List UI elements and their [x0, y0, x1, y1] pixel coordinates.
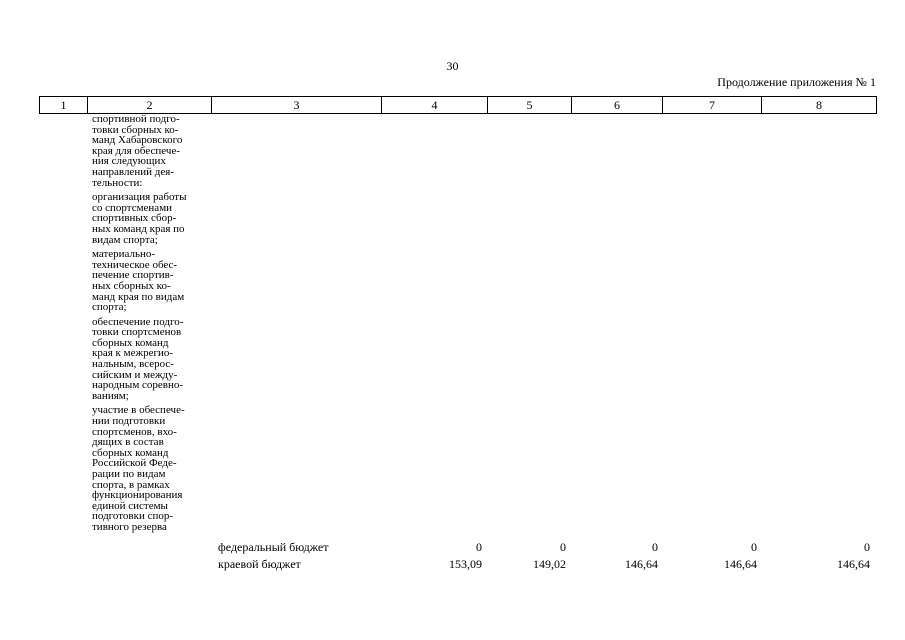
- description-line: видам спорта;: [92, 233, 158, 246]
- column-header-row: [39, 96, 877, 114]
- column-header-1: 1: [40, 97, 88, 114]
- description-line: Российской Феде-: [92, 457, 177, 470]
- description-line: сийским и между-: [92, 368, 178, 381]
- description-line: ных команд края по: [92, 222, 185, 235]
- description-line: товки сборных ко-: [92, 123, 179, 136]
- funding-value: 149,02: [533, 557, 566, 571]
- description-line: товки спортсменов: [92, 326, 182, 339]
- description-line: рации по видам: [92, 468, 166, 480]
- description-line: нии подготовки: [92, 415, 166, 428]
- description-line: сборных команд: [92, 446, 169, 459]
- description-line: спорта;: [92, 301, 127, 314]
- description-paragraph: [92, 405, 210, 532]
- description-paragraph: [92, 317, 210, 402]
- funding-value: 0: [864, 540, 870, 554]
- description-line: подготовки спор-: [92, 510, 174, 523]
- funding-row-regional: [0, 557, 905, 573]
- page-number: 30: [446, 59, 459, 73]
- description-line: направлений дея-: [92, 165, 174, 178]
- description-line: манд Хабаровского: [92, 134, 183, 147]
- funding-value: 0: [560, 540, 566, 554]
- description-line: спортсменов, вхо-: [92, 425, 177, 438]
- description-line: функционирования: [92, 489, 183, 502]
- description-line: со спортсменами: [92, 201, 173, 214]
- column-header-6: 6: [572, 97, 663, 114]
- description-line: обеспечение подго-: [92, 315, 184, 328]
- funding-value: 146,64: [837, 557, 870, 571]
- funding-value: 0: [652, 540, 658, 554]
- description-line: организация работы: [92, 191, 187, 204]
- activity-description: [92, 114, 210, 537]
- description-line: народным соревно-: [92, 379, 184, 392]
- description-paragraph: [92, 114, 210, 188]
- column-header-3: 3: [212, 97, 382, 114]
- description-line: манд края по видам: [92, 290, 185, 303]
- funding-value: 0: [751, 540, 757, 554]
- description-line: печение спортив-: [92, 269, 174, 282]
- description-line: ных сборных ко-: [92, 279, 171, 292]
- description-line: ваниям;: [92, 389, 129, 402]
- description-line: материально-: [92, 248, 156, 261]
- description-line: сборных команд: [92, 336, 169, 349]
- description-line: нальным, всерос-: [92, 358, 174, 371]
- description-line: спортивных сбор-: [92, 212, 177, 225]
- description-line: тивного резерва: [92, 520, 167, 533]
- funding-row-federal: [0, 540, 905, 556]
- funding-value: 153,09: [449, 557, 482, 571]
- description-line: спорта, в рамках: [92, 478, 170, 491]
- column-header-8: 8: [762, 97, 877, 114]
- column-header-5: 5: [488, 97, 572, 114]
- description-line: края для обеспече-: [92, 144, 180, 157]
- description-line: спортивной подго-: [92, 113, 180, 125]
- description-line: тельности:: [92, 176, 143, 189]
- description-line: края к межрегио-: [92, 347, 174, 360]
- column-header-4: 4: [382, 97, 488, 114]
- column-header-7: 7: [663, 97, 762, 114]
- column-header-2: 2: [88, 97, 212, 114]
- funding-value: 146,64: [625, 557, 658, 571]
- description-line: ния следующих: [92, 155, 166, 168]
- description-line: участие в обеспече-: [92, 404, 185, 417]
- funding-value: 0: [476, 540, 482, 554]
- continuation-label: Продолжение приложения № 1: [717, 75, 876, 89]
- description-line: техническое обес-: [92, 258, 178, 271]
- funding-source-label: краевой бюджет: [218, 557, 301, 571]
- description-paragraph: [92, 249, 210, 313]
- description-line: единой системы: [92, 499, 168, 512]
- funding-source-label: федеральный бюджет: [218, 540, 329, 554]
- funding-value: 146,64: [724, 557, 757, 571]
- description-line: дящих в состав: [92, 436, 164, 449]
- description-paragraph: [92, 192, 210, 245]
